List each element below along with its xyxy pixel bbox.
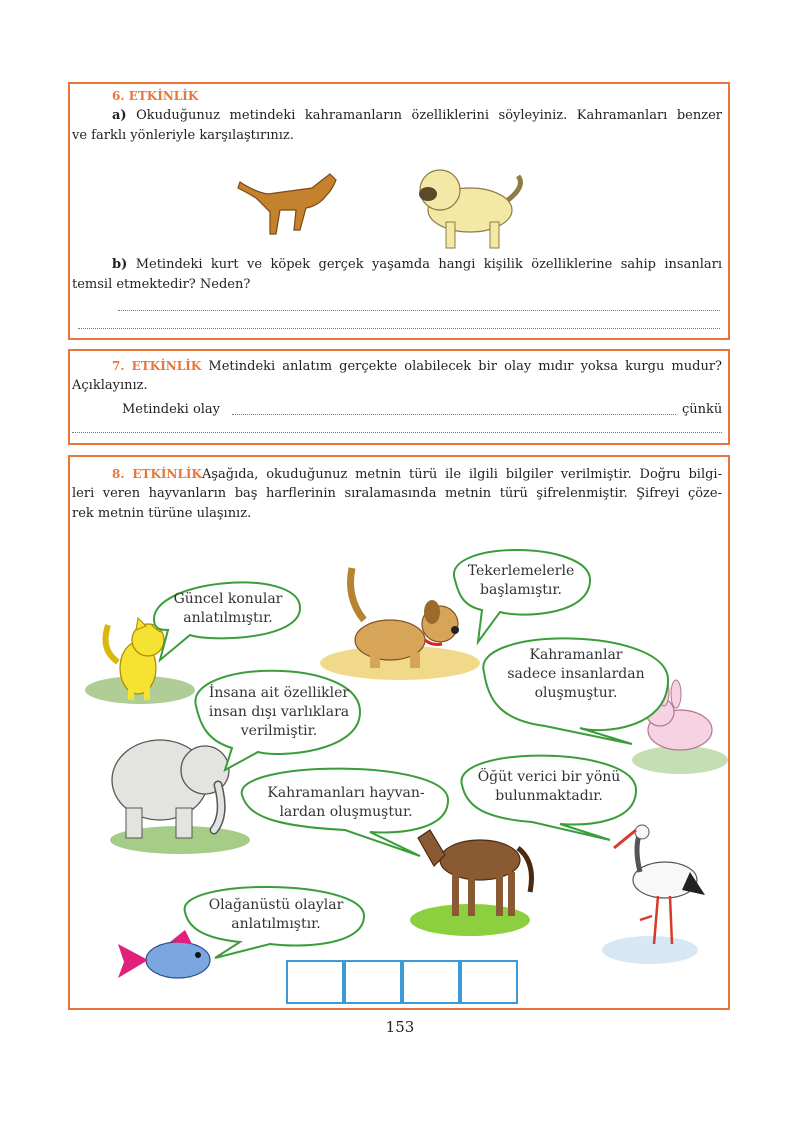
wolf-illustration (238, 174, 336, 234)
activity-7-title: 7. ETKİNLİK (112, 359, 202, 373)
bubble-horse (248, 784, 444, 822)
page-number: 153 (385, 1018, 415, 1036)
bubble-elephant-line-3: verilmiştir. (240, 723, 318, 739)
answer-cell-3[interactable] (402, 960, 460, 1004)
activity-7-line-3-end: çünkü (682, 402, 723, 417)
bubble-fish-line-2: anlatılmıştır. (231, 916, 321, 932)
bubble-rabbit-line-2: sadece insanlardan (507, 666, 645, 682)
activity-8-title: 8. ETKİNLİK (112, 467, 202, 481)
bubble-cat-line-2: anlatılmıştır. (183, 610, 273, 626)
bubble-elephant-line-1: İnsana ait özellikler (208, 685, 350, 701)
activity-7-line-3-start: Metindeki olay (122, 402, 221, 417)
bubble-rabbit-line-1: Kahramanlar (529, 647, 623, 663)
activity-8-line-2: leri veren hayvanların baş harflerinin sıralamasında metnin türü şifrelenmiştir. Şifreyi çöze- (72, 486, 722, 501)
activity-8-text-1: Aşağıda, okuduğunuz metnin türü ile ilgili bilgiler verilmiştir. Doğru bilgi- (201, 467, 722, 482)
bubble-rabbit-line-3: oluşmuştur. (534, 685, 618, 701)
bubble-cat-line-1: Güncel konular (173, 591, 283, 607)
bubble-dog-line-2: başlamıştır. (480, 582, 562, 598)
activity-6-title: 6. ETKİNLİK (112, 89, 199, 103)
bubble-fish (192, 896, 360, 934)
bubble-horse-line-1: Kahramanları hayvan- (267, 785, 425, 801)
answer-cell-1[interactable] (286, 960, 344, 1004)
pale-dog-illustration (419, 170, 520, 248)
activity-6b-line-2: temsil etmektedir? Neden? (72, 277, 251, 292)
activity-7-line-2: Açıklayınız. (72, 378, 148, 393)
bubble-fish-line-1: Olağanüstü olaylar (208, 897, 344, 913)
fish-illustration (118, 930, 210, 978)
bubble-elephant-line-2: insan dışı varlıklara (208, 704, 350, 720)
bubble-stork (466, 768, 632, 806)
activity-6a-line-2: ve farklı yönleriyle karşılaştırınız. (72, 128, 294, 143)
bubble-elephant (200, 684, 358, 741)
bubble-dog-line-1: Tekerlemelerle (467, 563, 575, 579)
stork-ground (602, 936, 698, 964)
activity-6a-label: a) (112, 108, 127, 123)
bubble-stork-line-2: bulunmaktadır. (495, 788, 603, 804)
horse-illustration (418, 830, 532, 916)
bubble-dog (456, 562, 586, 600)
activity-6b-label: b) (112, 257, 128, 272)
activity-6a-text-1: Okuduğunuz metindeki kahramanların özelliklerini söyleyiniz. Kahramanları benzer (136, 108, 722, 123)
bubble-cat (160, 590, 296, 628)
elephant-illustration (112, 740, 229, 838)
activity-6b-text-1: Metindeki kurt ve köpek gerçek yaşamda hangi kişilik özelliklerine sahip insanları (135, 257, 722, 272)
bubble-rabbit (490, 646, 662, 703)
bubble-stork-line-1: Öğüt verici bir yönü (477, 769, 621, 785)
stork-illustration (614, 825, 705, 944)
activity-7-text-1: Metindeki anlatım gerçekte olabilecek bir olay mıdır yoksa kurgu mudur? (208, 359, 723, 374)
answer-cell-2[interactable] (344, 960, 402, 1004)
answer-cell-4[interactable] (460, 960, 518, 1004)
activity-8-line-3: rek metnin türüne ulaşınız. (72, 506, 252, 521)
bubble-horse-line-2: lardan oluşmuştur. (279, 804, 413, 820)
